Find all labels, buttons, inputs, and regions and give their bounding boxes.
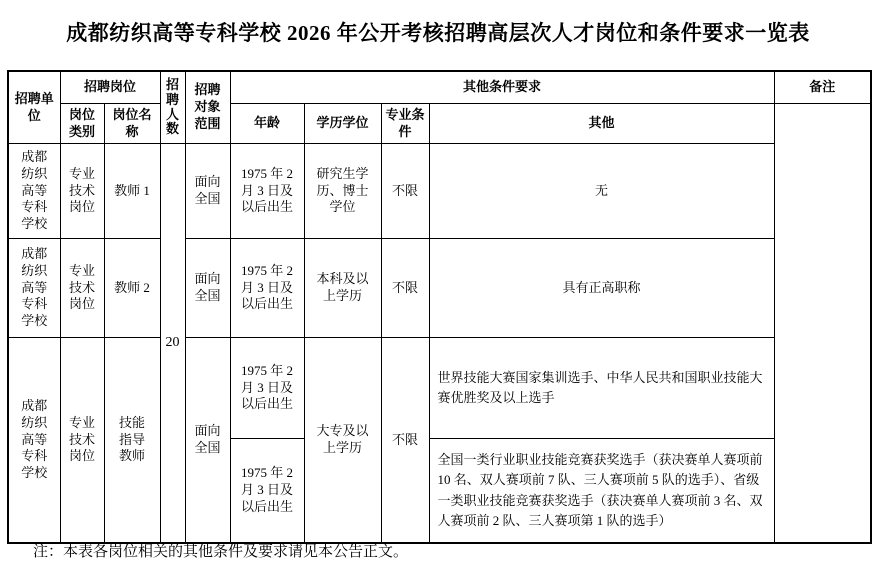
age-cell: 1975 年 2 月 3 日及以后出生 bbox=[230, 439, 304, 544]
col-header-post-group: 招聘岗位 bbox=[60, 71, 160, 104]
post-name-cell: 技能指导教师 bbox=[104, 338, 160, 544]
recruitment-table bbox=[7, 70, 872, 544]
age-cell: 1975 年 2 月 3 日及以后出生 bbox=[230, 239, 304, 338]
category-cell: 专业技术岗位 bbox=[60, 144, 104, 239]
col-header-age: 年龄 bbox=[230, 104, 304, 144]
scope-cell: 面向全国 bbox=[185, 338, 230, 544]
footnote: 注：本表各岗位相关的其他条件及要求请见本公告正文。 bbox=[33, 544, 409, 560]
major-cell: 不限 bbox=[381, 144, 429, 239]
table-row bbox=[8, 338, 871, 439]
col-header-education: 学历学位 bbox=[304, 104, 381, 144]
col-header-other: 其他 bbox=[429, 104, 774, 144]
other-cell: 无 bbox=[429, 144, 774, 239]
unit-cell: 成都纺织高等专科学校 bbox=[8, 338, 60, 544]
major-cell: 不限 bbox=[381, 338, 429, 544]
education-cell: 本科及以上学历 bbox=[304, 239, 381, 338]
table-row bbox=[8, 144, 871, 239]
other-cell: 世界技能大赛国家集训选手、中华人民共和国职业技能大赛优胜奖及以上选手 bbox=[429, 338, 774, 439]
col-header-post-name: 岗位名称 bbox=[104, 104, 160, 144]
col-header-scope: 招聘对象范围 bbox=[185, 71, 230, 144]
age-cell: 1975 年 2 月 3 日及以后出生 bbox=[230, 144, 304, 239]
table-row bbox=[8, 239, 871, 338]
post-name-cell: 教师 1 bbox=[104, 144, 160, 239]
page-title: 成都纺织高等专科学校 2026 年公开考核招聘高层次人才岗位和条件要求一览表 bbox=[66, 21, 810, 45]
category-cell: 专业技术岗位 bbox=[60, 239, 104, 338]
category-cell: 专业技术岗位 bbox=[60, 338, 104, 544]
other-cell: 全国一类行业职业技能竞赛获奖选手（获决赛单人赛项前 10 名、双人赛项前 7 队、三人赛项前 5 队的选手）、省级一类职业技能竞赛获奖选手（获决赛单人赛项前 3 名、双人赛项前 2 队、三人赛项第 1 队的选手） bbox=[429, 439, 774, 544]
header-row-1 bbox=[8, 71, 871, 104]
education-cell: 大专及以上学历 bbox=[304, 338, 381, 544]
unit-cell: 成都纺织高等专科学校 bbox=[8, 239, 60, 338]
major-cell: 不限 bbox=[381, 239, 429, 338]
col-header-category: 岗位类别 bbox=[60, 104, 104, 144]
header-row-2 bbox=[8, 104, 871, 144]
unit-cell: 成都纺织高等专科学校 bbox=[8, 144, 60, 239]
remarks-cell bbox=[774, 104, 871, 544]
scope-cell: 面向全国 bbox=[185, 239, 230, 338]
age-cell: 1975 年 2 月 3 日及以后出生 bbox=[230, 338, 304, 439]
col-header-major: 专业条件 bbox=[381, 104, 429, 144]
headcount-cell: 20 bbox=[160, 144, 185, 544]
col-header-headcount: 招聘人数 bbox=[160, 71, 185, 144]
education-cell: 研究生学历、博士学位 bbox=[304, 144, 381, 239]
col-header-remarks: 备注 bbox=[774, 71, 871, 104]
col-header-other-requirements: 其他条件要求 bbox=[230, 71, 774, 104]
other-cell: 具有正高职称 bbox=[429, 239, 774, 338]
post-name-cell: 教师 2 bbox=[104, 239, 160, 338]
scope-cell: 面向全国 bbox=[185, 144, 230, 239]
col-header-unit: 招聘单位 bbox=[8, 71, 60, 144]
